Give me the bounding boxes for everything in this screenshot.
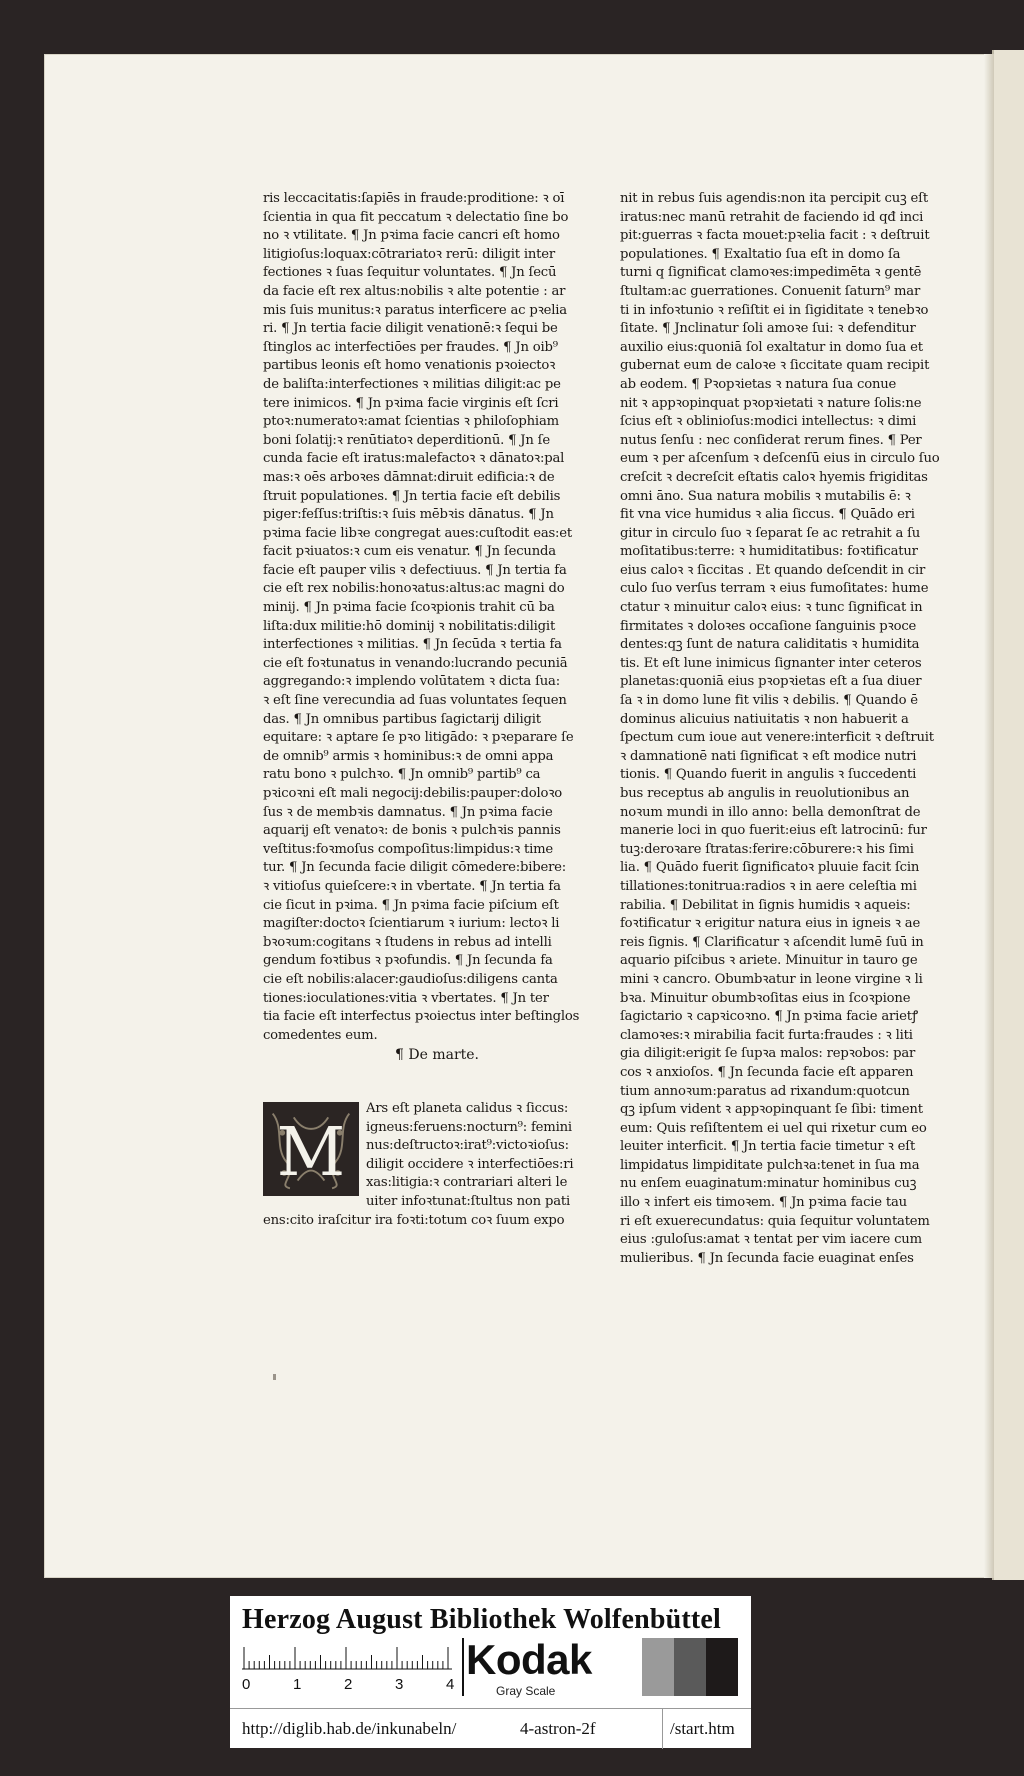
text-line: tere inimicos. ¶ Jn pꝛima facie virginis eſt ſcri [263,395,559,411]
text-line: ptoꝛ:numeratoꝛ:amat ſcientias ꝛ philoſophiam [263,414,559,430]
text-line: de baliſta:interfectiones ꝛ militias diligit:ac pe [263,376,561,392]
text-line: culo ſuo verſus terram ꝛ eius fumoſitates: hume [620,581,929,597]
text-line: cie eſt foꝛtunatus in venando:lucrando pecuniā [263,655,568,671]
text-line: equitare: ꝛ aptare ſe pꝛo litigādo: ꝛ pꝛeparare ſe [263,730,574,746]
scale-ruler [242,1646,452,1670]
text-line: ri. ¶ Jn tertia facie diligit venationē:ꝛ ſequi be [263,321,558,337]
text-line: ratu bono ꝛ pulchꝛo. ¶ Jn omnib⁹ partib⁹ ca [263,767,541,783]
text-line: ꝛ vitioſus quieſcere:ꝛ in vbertate. ¶ Jn tertia fa [263,878,561,894]
text-line: tiones:ioculationes:vitia ꝛ vbertates. ¶ Jn ter [263,990,549,1006]
gray-swatch [706,1638,738,1696]
text-line: nu enſem euaginatum:minatur hominibus cuꝫ [620,1176,917,1192]
text-line: cie ſicut in pꝛima. ¶ Jn pꝛima facie piſcium eſt [263,897,559,913]
text-line: bꝛoꝛum:cogitans ꝛ ſtudens in rebus ad intelli [263,934,552,950]
text-line: litigioſus:loquax:cōtrariatoꝛ rerū: diligit inter [263,246,555,262]
text-line: iratus:nec manū retrahit de faciendo id qđ inci [620,209,924,225]
right-text-column [620,190,940,1268]
ruler-numbers [242,1676,455,1694]
text-line: ſitate. ¶ Jnclinatur ſoli amoꝛe ſui: ꝛ defenditur [620,321,916,337]
kodak-divider [462,1638,464,1696]
gray-scale-label: Gray Scale [496,1684,556,1698]
text-line: gitur in circulo ſuo ꝛ ſeparat ſe ac retrahit a ſu [620,525,921,541]
left-text-column [263,190,589,1045]
text-line: leuiter interficit. ¶ Jn tertia facie timetur ꝛ eſt [620,1139,916,1155]
text-line: facit pꝛiuatos:ꝛ cum eis venatur. ¶ Jn ſecunda [263,544,556,560]
text-line: ri eſt exuerecundatus: quia ſequitur voluntatem [620,1213,930,1229]
text-line: ſa ꝛ in domo lune fit vilis ꝛ debilis. ¶ Quando ē [620,693,918,709]
text-line: mis ſuis munitus:ꝛ paratus interficere ac pꝛelia [263,302,567,318]
text-line: ſcientia in qua fit peccatum ꝛ delectatio ſine bo [263,209,569,225]
page-file[interactable]: /start.htm [670,1719,735,1738]
text-line: tionis. ¶ Quando fuerit in angulis ꝛ ſuccedenti [620,767,917,783]
text-line: pꝛima facie libꝛe congregat aues:cuſtodit eas:et [263,525,573,541]
text-line: pit:guerras ꝛ facta mouet:pꝛelia facit : ꝛ deſtruit [620,228,930,244]
text-line: tia facie eſt interfectus pꝛoiectus inter beſtinglos [263,1009,580,1025]
after-initial-lines [263,1212,589,1231]
text-line: de omnib⁹ armis ꝛ hominibus:ꝛ de omni appa [263,748,554,764]
text-line: tur. ¶ Jn ſecunda facie diligit cōmedere:bibere: [263,860,567,876]
text-line: dentes:qꝫ ſunt de natura caliditatis ꝛ humidita [620,637,920,653]
text-line: ſcius eſt ꝛ oblinioſus:modici intellectus: ꝛ dimi [620,414,917,430]
kodak-logo: Kodak [466,1636,592,1683]
text-line: ꝛ damnationē nati ſignificat ꝛ eſt modice nutri [620,748,917,764]
gray-swatch [642,1638,674,1696]
text-line: uiter infoꝛtunat:ſtultus non pati [366,1193,570,1209]
text-line: xas:litigia:ꝛ contrariari alteri le [366,1175,568,1191]
text-line: tis. Et eſt lune inimicus ſignanter inter ceteros [620,655,922,671]
text-line: das. ¶ Jn omnibus partibus ſagictarij diligit [263,711,541,727]
text-line: eius caloꝛ ꝛ ſiccitas . Et quando deſcendit in cir [620,562,926,578]
ruler-number: 4 [446,1676,455,1693]
text-line: bꝛa. Minuitur obumbꝛoſitas eius in ſcoꝛpione [620,990,911,1006]
text-line: ſtultam:ac guerrationes. Conuenit ſaturn⁹ mar [620,283,921,299]
text-line: ſus ꝛ de membꝛis damnatus. ¶ Jn pꝛima facie [263,804,553,820]
text-line: turni q ſignificat clamoꝛes:impedimēta ꝛ gentē [620,265,922,281]
text-line: ti in infoꝛtunio ꝛ reſiſtit ei in ſigiditate ꝛ tenebꝛo [620,302,929,318]
text-line: partibus leonis eſt homo venationis pꝛoiectoꝛ [263,358,556,374]
initial-letter: M [276,1112,346,1191]
text-line: ſtinglos ac interfectiōes per fraudes. ¶ Jn oib⁹ [263,339,558,355]
text-line: magiſter:doctoꝛ ſcientiarum ꝛ iurium: lectoꝛ li [263,916,560,932]
text-line: nit ꝛ appꝛopinquat pꝛopꝛietati ꝛ nature ſolis:ne [620,395,922,411]
text-line: da facie eſt rex altus:nobilis ꝛ alte potentie : ar [263,283,566,299]
text-line: nit in rebus ſuis agendis:non ita percipit cuꝫ eſt [620,191,928,206]
text-line: ſagictario ꝛ capꝛicoꝛno. ¶ Jn pꝛima facie arietꝭ [620,1009,918,1025]
text-line: ab eodem. ¶ Pꝛopꝛietas ꝛ natura ſua conue [620,376,897,392]
text-line: tillationes:tonitrua:radios ꝛ in aere celeſtia mi [620,878,917,894]
text-line: reis ſignis. ¶ Clarificatur ꝛ aſcendit lumē ſuū in [620,934,924,950]
text-line: lia. ¶ Quādo fuerit ſignificatoꝛ pluuie facit ſcin [620,860,920,876]
text-line: fectiones ꝛ ſuas ſequitur voluntates. ¶ Jn ſecū [263,265,557,281]
text-line: veſtitus:foꝛmoſus compoſitus:limpidus:ꝛ time [263,841,554,857]
gutter-shadow [984,54,994,1578]
item-id: 4-astron-2f [520,1719,596,1738]
text-line: eum ꝛ per aſcenſum ꝛ deſcenſū eius in circulo ſuo [620,451,940,467]
text-line: mulieribus. ¶ Jn ſecunda facie euaginat enſes [620,1250,914,1266]
ruler-number: 3 [395,1676,404,1693]
ruler-number: 0 [242,1676,251,1693]
text-line: nutus ſenſu : nec conſiderat rerum fines. ¶ Per [620,432,922,448]
text-line: minij. ¶ Jn pꝛima facie ſcoꝛpionis trahit cū ba [263,600,555,616]
text-line: limpidatus limpiditate pulchꝛa:tenet in ſua ma [620,1157,920,1173]
text-line: Ars eſt planeta calidus ꝛ ſiccus: [366,1101,569,1116]
text-line: cie eſt nobilis:alacer:gaudioſus:diligens canta [263,971,558,987]
text-line: pꝛicoꝛni eſt mali negocij:debilis:pauper:doloꝛo [263,786,563,801]
text-line: dominus alicuius natiuitatis ꝛ non habuerit a [620,711,909,727]
text-line: aggregando:ꝛ implendo volūtatem ꝛ dicta ſua: [263,674,560,690]
text-line: ſpectum cum ioue aut venere:interficit ꝛ deſtruit [620,730,934,746]
initial-text-lines [366,1100,590,1212]
text-line: interfectiones ꝛ militias. ¶ Jn ſecūda ꝛ tertia fa [263,637,562,653]
text-line: omni āno. Sua natura mobilis ꝛ mutabilis ē: ꝛ [620,488,911,504]
text-line: eum: Quis reſiſtentem ei uel qui rixetur cum eo [620,1120,927,1136]
text-line: bus receptus ab angulis in reuolutionibus an [620,786,910,801]
text-line: clamoꝛes:ꝛ mirabilia facit furta:fraudes : ꝛ liti [620,1027,913,1043]
text-line: piger:feſſus:triſtis:ꝛ ſuis mēbꝛis dānatus. ¶ Jn [263,507,554,523]
gray-swatch [674,1638,706,1696]
color-target-strip [230,1596,751,1748]
text-line: rabilia. ¶ Debilitat in ſignis humidis ꝛ aqueis: [620,897,911,913]
text-line: mini ꝛ cancro. Obumbꝛatur in leone virgine ꝛ li [620,971,923,987]
text-line: ens:cito iraſcitur ira foꝛti:totum coꝛ ſuum expo [263,1213,565,1228]
text-line: foꝛtificatur ꝛ erigitur natura eius in igneis ꝛ ae [620,916,921,932]
text-line: ris leccacitatis:ſapiēs in fraude:proditione: ꝛ oī [263,191,565,206]
text-line: nus:deſtructoꝛ:irat⁹:victoꝛioſus: [366,1138,569,1154]
text-line: eius :guloſus:amat ꝛ tentat per vim iacere cum [620,1232,922,1248]
text-line: cunda facie eſt iratus:malefactoꝛ ꝛ dānatoꝛ:pal [263,451,565,467]
text-line: diligit occidere ꝛ interfectiōes:ri [366,1156,574,1172]
text-line: gendum foꝛtibus ꝛ pꝛofundis. ¶ Jn ſecunda fa [263,953,553,969]
text-line: mas:ꝛ oēs arboꝛes dāmnat:diruit edificia:ꝛ de [263,469,555,485]
text-line: illo ꝛ infert eis timoꝛem. ¶ Jn pꝛima facie tau [620,1195,907,1211]
text-line: tium annoꝛum:paratus ad rixandum:quotcun [620,1083,910,1099]
source-url[interactable]: http://diglib.hab.de/inkunabeln/ [242,1719,457,1738]
text-line: firmitates ꝛ doloꝛes occaſione ſanguinis pꝛoce [620,618,917,634]
text-line: cos ꝛ anxioſos. ¶ Jn ſecunda facie eſt apparen [620,1064,914,1080]
url-separator [662,1709,663,1749]
text-line: liſta:dux militie:hō dominij ꝛ nobilitatis:diligit [263,618,556,634]
ruler-number: 1 [293,1676,302,1693]
gray-swatches [642,1638,738,1696]
text-line: gubernat eum de caloꝛe ꝛ ſiccitate quam recipit [620,358,930,374]
text-line: aquario piſcibus ꝛ ariete. Minuitur in tauro ge [620,953,918,969]
ruler-number: 2 [344,1676,353,1693]
initial-m-ornament [265,1104,357,1194]
text-line: ſtruit populationes. ¶ Jn tertia facie eſt debilis [263,488,561,504]
facing-page-edge [992,50,1024,1580]
url-bar [230,1708,751,1749]
text-line: moſitatibus:terre: ꝛ humiditatibus: foꝛtificatur [620,544,918,560]
text-line: qꝫ ipſum vident ꝛ appꝛopinquant ſe ſibi: timent [620,1102,923,1118]
text-line: facie eſt pauper vilis ꝛ defectiuus. ¶ Jn tertia fa [263,562,567,578]
text-line: fit vna vice humidus ꝛ alia ſiccus. ¶ Quādo eri [620,507,915,523]
text-line: ꝛ eſt ſine verecundia ad ſuas voluntates ſequen [263,693,567,709]
text-line: no ꝛ vtilitate. ¶ Jn pꝛima facie cancri eſt homo [263,228,560,244]
text-line: boni ſolatij:ꝛ renūtiatoꝛ deperditionū. ¶ Jn ſe [263,432,550,448]
text-line: gia diligit:erigit ſe ſupꝛa malos: repꝛobos: par [620,1046,916,1062]
text-line: comedentes eum. [263,1027,378,1043]
text-line: planetas:quoniā eius pꝛopꝛietas eſt a ſua diuer [620,674,922,690]
text-line: creſcit ꝛ decreſcit eſtatis caloꝛ hyemis frigiditas [620,469,928,485]
text-line: igneus:feruens:nocturn⁹: femini [366,1119,572,1135]
text-line: tuꝫ:deroꝛare ſtratas:ferire:cōburere:ꝛ his ſimi [620,841,914,857]
decorated-initial-m [263,1102,359,1196]
text-line: noꝛum mundi in illo anno: bella demonſtrat de [620,804,921,820]
text-line: auxilio eius:quoniā ſol exaltatur in domo ſua et [620,339,923,355]
section-heading: ¶ De marte. [395,1047,479,1063]
text-line: cie eſt rex nobilis:honoꝛatus:altus:ac magni do [263,581,565,597]
text-line: manerie loci in quo fuerit:eius eſt latrocinū: fur [620,823,927,839]
library-name: Herzog August Bibliothek Wolfenbüttel [242,1604,722,1635]
text-line: ctatur ꝛ minuitur caloꝛ eius: ꝛ tunc ſignificat in [620,600,923,616]
text-line: aquarij eſt venatoꝛ: de bonis ꝛ pulchꝛis pannis [263,823,561,839]
paper-fleck [273,1374,276,1380]
text-line: populationes. ¶ Exaltatio ſua eſt in domo ſa [620,246,901,262]
